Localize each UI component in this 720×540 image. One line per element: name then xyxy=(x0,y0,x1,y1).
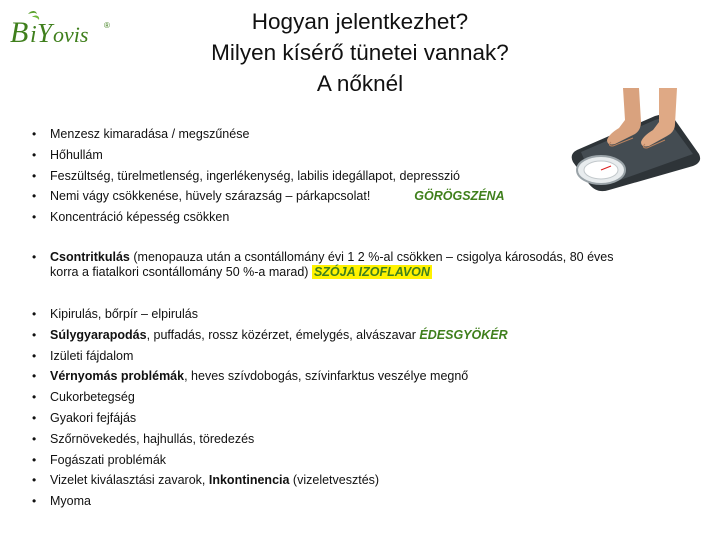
svg-text:®: ® xyxy=(104,21,110,30)
title-line-1: Hogyan jelentkezhet? xyxy=(251,9,469,34)
biyovis-logo xyxy=(6,8,121,48)
symptom-list-1 xyxy=(30,124,505,228)
title-line-2: Milyen kísérő tünetei vannak? xyxy=(211,40,509,65)
herb-label: ÉDESGYÖKÉR xyxy=(419,327,508,342)
list-item: • Cukorbetegség xyxy=(30,387,508,408)
list-item: • Menzesz kimaradása / megszűnése xyxy=(30,124,505,145)
slide-title xyxy=(150,6,570,99)
bathroom-scale-feet-photo xyxy=(567,88,707,193)
osteoporosis-item xyxy=(30,250,614,280)
svg-text:i: i xyxy=(30,22,37,48)
list-item: • Izületi fájdalom xyxy=(30,346,508,367)
svg-text:ovis: ovis xyxy=(53,22,89,47)
list-item: • Hőhullám xyxy=(30,145,505,166)
list-item: • Myoma xyxy=(30,491,508,512)
list-item: • Súlygyarapodás, puffadás, rossz közérzet, émelygés, alvászavar ÉDESGYÖKÉR xyxy=(30,325,508,346)
list-item: • Vérnyomás problémák, heves szívdobogás, szívinfarktus veszélye megnő xyxy=(30,366,508,387)
list-item: • Csontritkulás (menopauza után a csontállomány évi 1 2 %-al csökken – csigolya károsodás, 80 éves korra a fiatalkori csontállomány 50 %-a marad) SZÓJA IZOFLAVON xyxy=(30,250,614,280)
symptom-list-2 xyxy=(30,304,508,512)
svg-text:B: B xyxy=(10,16,29,48)
bold-term: Csontritkulás xyxy=(50,250,130,264)
list-item: • Fogászati problémák xyxy=(30,450,508,471)
list-item: • Kipirulás, bőrpír – elpirulás xyxy=(30,304,508,325)
svg-text:Y: Y xyxy=(37,18,53,48)
herb-label: SZÓJA IZOFLAVON xyxy=(313,265,430,279)
list-item: • Szőrnövekedés, hajhullás, töredezés xyxy=(30,429,508,450)
list-item: • Vizelet kiválasztási zavarok, Inkontinencia (vizeletvesztés) xyxy=(30,470,508,491)
list-item: • Feszültség, türelmetlenség, ingerlékenység, labilis idegállapot, depresszió xyxy=(30,166,505,187)
herb-label: GÖRÖGSZÉNA xyxy=(414,189,505,204)
list-item: • Gyakori fejfájás xyxy=(30,408,508,429)
list-item: • Nemi vágy csökkenése, hüvely szárazság – párkapcsolat! GÖRÖGSZÉNA xyxy=(30,186,505,207)
title-line-3: A nőknél xyxy=(316,71,404,96)
list-item: • Koncentráció képesség csökken xyxy=(30,207,505,228)
